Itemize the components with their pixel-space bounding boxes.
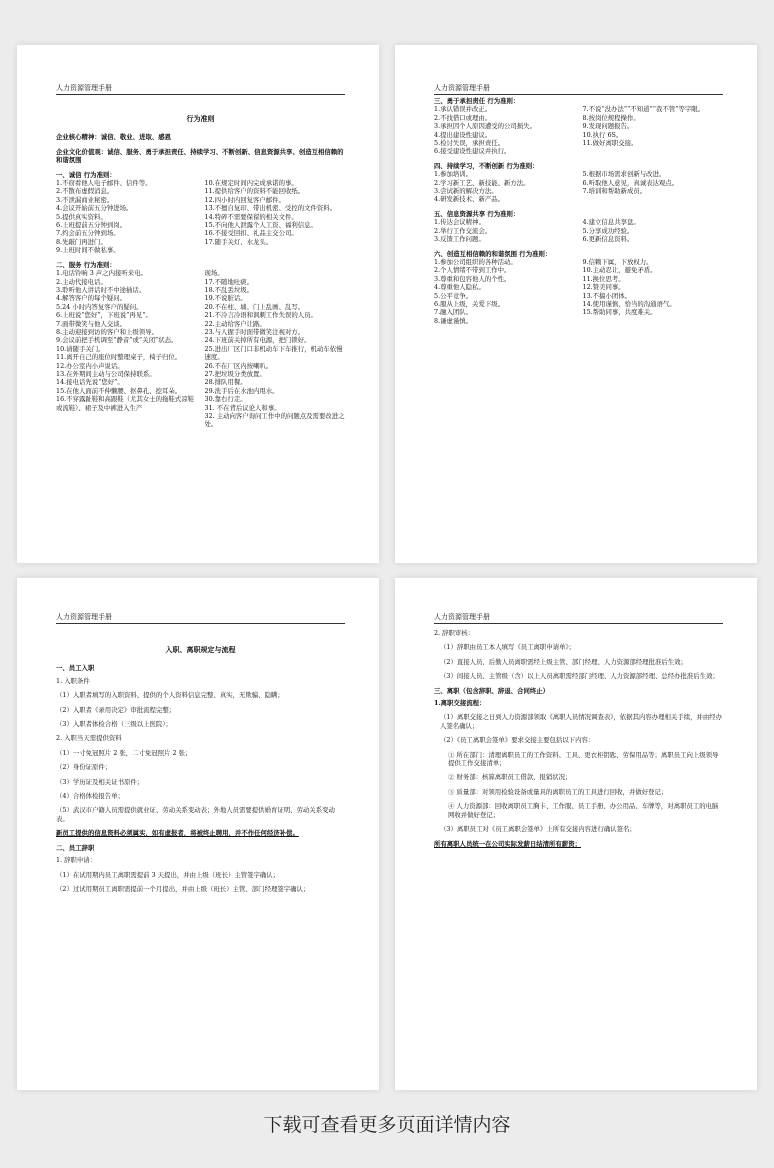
download-more-caption: 下载可查看更多页面详情内容 (263, 1114, 511, 1136)
column-left (56, 179, 197, 255)
column-left (434, 258, 575, 325)
text-line: （3）学历证及相关证书原件； (56, 777, 144, 786)
list-item: 6.听取他人意见，真诚表达观点。 (582, 178, 679, 187)
list-item: 7.面带微笑与他人交谈。 (56, 319, 127, 328)
section-heading: 六、创造互相信赖的和谐氛围 行为准则： (434, 249, 552, 258)
list-item: 17.随手关灯、水龙头。 (204, 237, 273, 246)
list-item: 1.承认错误并改正。 (434, 105, 492, 114)
column-right (583, 258, 724, 325)
column-left (56, 269, 197, 429)
list-item: 2.不找借口或理由。 (434, 113, 492, 122)
list-item: 13.在外期间主动与公司保持联系。 (56, 369, 156, 378)
text-line: 2. 辞职审核： (434, 629, 475, 637)
list-item: 12.赞美同事。 (582, 283, 625, 292)
list-item: 8.先敲门再进门。 (56, 237, 107, 246)
text-line: （1）入职者填写的入职资料、提供的个人资料信息完整、真实，无欺骗、隐瞒； (56, 691, 284, 700)
text-line: （5）武汉市户籍人员需提供就业证、劳动关系变动表；外地人员需要提供婚育证明、劳动关系变动表。 (56, 806, 335, 823)
list-item: 1.不窃看他人电子邮件、信件等。 (56, 179, 152, 188)
page-title: 入职、离职规定与流程 (165, 645, 236, 654)
list-item: 10.请随手关门。 (56, 344, 105, 353)
list-item: 3.尝试新的解决方法。 (434, 187, 498, 196)
list-item: 1.参加公司组织的各种活动。 (434, 257, 517, 266)
column-right (583, 105, 724, 155)
document-page-4 (395, 578, 757, 1090)
list-item: 6.接受建设性建议并执行。 (434, 147, 511, 156)
core-spirit: 企业核心精神：诚信、敬业、进取、感恩 (56, 133, 172, 142)
column-left (434, 218, 575, 243)
list-item: 12.办公室内小声说话。 (56, 361, 124, 370)
list-item: 14.使用谨慎、恰当的沟通语气。 (582, 299, 676, 308)
page-body (434, 97, 723, 325)
page-body (434, 625, 723, 854)
list-item: 32. 主动向客户询问工作中的问题点及需要改进之处。 (204, 412, 345, 429)
section-heading: 一、诚信 行为准则： (56, 170, 116, 179)
column-left (434, 170, 575, 204)
column-left (434, 105, 575, 155)
list-item: 2.主动代接电话。 (56, 277, 107, 286)
list-item: 29.洗手后在水池内甩水。 (204, 386, 279, 395)
list-item: 24.下班前关掉所有电源，把门锁好。 (204, 336, 311, 345)
list-item: 30.靠右行走。 (204, 395, 247, 404)
list-item: 8.谦虚谨慎。 (434, 316, 473, 325)
text-line: （2）过试用期员工离职需提前一个月提出，并由上级（班长）主管、部门经理签字确认； (56, 884, 310, 893)
list-item: 9.发现问题报告。 (582, 122, 634, 131)
document-page-3 (17, 578, 379, 1090)
list-item: 7.融入团队。 (434, 308, 473, 317)
list-item: 8.主动迎接到访的客户和上级领导。 (56, 327, 158, 336)
list-item: 2.个人情绪不带到工作中。 (434, 266, 511, 275)
list-item: 现场。 (204, 269, 224, 278)
page-title: 行为准则 (186, 114, 215, 123)
list-item: 13.不搞小团体。 (582, 291, 632, 300)
section-heading: 五、信息资源共享 行为准则： (434, 209, 520, 218)
section-columns (434, 218, 723, 243)
list-item: 18.不乱丢垃圾。 (204, 285, 254, 294)
document-page-2 (395, 45, 757, 563)
text-line: 1.离职交接流程： (434, 699, 486, 708)
list-item: 6.上班说“您好”，下班说“再见”。 (56, 311, 152, 320)
list-item: 15.不向他人泄露个人工资、福利信息。 (204, 221, 317, 230)
list-item: 4.建立信息共享盘。 (582, 218, 640, 227)
section-columns (434, 258, 723, 325)
list-item: 4.研发新技术、新产品。 (434, 195, 505, 204)
section-columns (56, 269, 345, 429)
list-item: 16.不穿露趾鞋和高跟鞋（尤其女士的拖鞋式凉鞋或流鞋）、裙子及中裤进入生产 (56, 395, 194, 412)
list-item: 16.不接受回扣、礼品主交公司。 (204, 229, 298, 238)
list-item: 2.学习新工艺、新技能、新方法。 (434, 178, 530, 187)
list-item: 2.不散布虚假消息。 (56, 187, 114, 196)
list-item: 17.不随地吐痰。 (204, 277, 254, 286)
list-item: 14.接电话先说“您好”。 (56, 378, 124, 387)
section-heading: 三、勇于承担责任 行为准则： (434, 97, 520, 105)
list-item: 26.不在厂区内按喇叭。 (204, 361, 273, 370)
text-line: （3）离职员工对《员工离职会签单》上所有交接内容进行确认签名； (440, 825, 636, 834)
list-item: 5.分享成功经验。 (582, 226, 634, 235)
list-item: 6.上班提前五分钟到岗。 (56, 221, 127, 230)
text-line: 二、员工辞职 (56, 843, 95, 852)
section-columns (56, 179, 345, 255)
list-item: 2.举行工作交流会。 (434, 226, 492, 235)
column-right (205, 269, 346, 429)
page-header: 人力资源管理手册 (56, 83, 345, 95)
list-item: 7.不说“没办法”“不知道”“我不管”等字眼。 (582, 105, 705, 114)
list-item: 9.信赖下属，下放权力。 (582, 257, 653, 266)
list-item: 12.四小时内回复客户邮件。 (204, 195, 285, 204)
list-item: 4.尊重他人隐私。 (434, 283, 485, 292)
text-line: （3）间接人员、主管级（含）以上人员离职需经部门经理、人力资源部经理、总经办批准后生效； (440, 672, 719, 681)
text-line: （1）辞职由员工本人填写《员工离职申请单》； (440, 643, 576, 652)
text-line: 一、员工入职 (56, 664, 95, 673)
list-item: 9.会议前把手机调至“静音”或“关闭”状态。 (56, 336, 178, 345)
column-right (583, 170, 724, 204)
text-line: 1. 入职条件 (56, 676, 90, 685)
list-item: 5.24 小时内答复客户的疑问。 (56, 302, 143, 311)
list-item: 1.参加培训。 (434, 170, 473, 179)
text-line: 1. 辞职申请： (56, 856, 97, 865)
text-line: （1）在试用期内员工离职需提前 3 天提出，并由上级（班长）主管签字确认； (56, 870, 280, 879)
text-line: （1）一寸免冠照片 2 张，二寸免冠照片 2 张； (56, 748, 192, 757)
list-item: 4.会议开始前五分钟进场。 (56, 204, 133, 213)
section-heading: 二、服务 行为准则： (56, 260, 116, 269)
list-item: 3.反馈工作问题。 (434, 235, 485, 244)
list-item: 11.换位思考。 (582, 274, 625, 283)
document-page-1 (17, 45, 379, 563)
list-item: 4.提出建设性建议。 (434, 130, 492, 139)
list-item: 15.在他人面前不伸懒腰、抠鼻孔、挖耳朵。 (56, 386, 182, 395)
list-item: 11.离开自己的座位时整理桌子，椅子归位。 (56, 353, 182, 362)
text-line: ③ 质量部：对领用检验设备或量具的离职员工的工具进行回收，并做好登记； (448, 787, 668, 796)
page-body (56, 115, 345, 429)
text-line: （2）《员工离职会签单》要求交接主要包括以下内容： (440, 736, 595, 745)
column-right (583, 218, 724, 243)
list-item: 5.根据市场需求创新与改进。 (582, 170, 666, 179)
page-header: 人力资源管理手册 (434, 83, 723, 95)
list-item: 5.检讨失误，承担责任。 (434, 139, 505, 148)
text-line: ② 财务部：核算离职员工借款、报销状况； (448, 773, 572, 782)
text-line: 新员工提供的信息资料必须属实，如有虚报者，将被终止聘用，并不作任何经济补偿。 (56, 829, 299, 838)
list-item: 23.与人握手时面带微笑注视对方。 (204, 327, 305, 336)
list-item: 3.聆听他人讲话时不中途插话。 (56, 285, 146, 294)
list-item: 13.不擅自复印、带出机密、受控的文件资料。 (204, 204, 337, 213)
list-item: 9.上班时间不做私事。 (56, 246, 120, 255)
page-body (56, 646, 345, 899)
core-values: 企业文化价值观：诚信、服务、勇于承担责任、持续学习、不断创新、信息资源共享、创造互相信赖的和谐氛围 (56, 147, 344, 165)
list-item: 6.更新信息资料。 (582, 235, 634, 244)
text-lines (434, 629, 723, 848)
list-item: 19.不说脏话。 (204, 294, 247, 303)
section-columns (434, 170, 723, 204)
list-item: 3.承担因个人原因遭受的公司损失。 (434, 122, 536, 131)
list-item: 10.主动忍让，避免矛盾。 (582, 266, 657, 275)
text-line: （1）离职交接之日到人力资源部领取《离职人员情况调查表》，依据其内容办理相关手续，并由经办人签名确认； (440, 713, 723, 730)
section-heading: 四、持续学习，不断创新 行为准则： (434, 161, 539, 170)
text-line: （4）合格体检报告单； (56, 792, 124, 801)
text-line: 三、离职（包含辞职、辞退、合同终止） (434, 686, 550, 695)
list-item: 25.进出厂区门口非机动车下车推行，机动车依慢速度。 (204, 344, 343, 362)
section-columns (434, 105, 723, 155)
column-right (205, 179, 346, 255)
list-item: 3.不泄漏商业秘密。 (56, 195, 114, 204)
list-item: 10.执行 6S。 (582, 130, 623, 139)
list-item: 3.尊重和包容他人的个性。 (434, 274, 511, 283)
list-item: 11.提供给客户的资料不能回收纸。 (204, 187, 305, 196)
page-header: 人力资源管理手册 (56, 612, 345, 624)
list-item: 27.把垃圾分类放置。 (204, 369, 266, 378)
list-item: 7.约会前五分钟到场。 (56, 229, 120, 238)
list-item: 6.服从上级，关爱下级。 (434, 299, 505, 308)
list-item: 10.在规定时间内完成承诺的事。 (204, 179, 298, 188)
text-line: ① 所在部门：清理离职员工的工作资料、工具、更衣柜钥匙、劳保用品等；离职员工向上级领导提供工作交接清单； (448, 750, 719, 768)
text-line: （2）入职者《录用决定》审批流程完整； (56, 705, 176, 714)
list-item: 5.公平竞争。 (434, 291, 473, 300)
text-line: 2. 入职当天需提供资料 (56, 734, 122, 743)
list-item: 28.排队用餐。 (204, 378, 247, 387)
list-item: 7.培训和帮助新成员。 (582, 187, 647, 196)
list-item: 14.特碎不需要保留的相关文件。 (204, 212, 298, 221)
list-item: 22.主动给客户让路。 (204, 319, 266, 328)
list-item: 5.提供真实资料。 (56, 212, 107, 221)
list-item: 1.传达会议精神。 (434, 218, 485, 227)
text-line: ④ 人力资源部：回收离职员工胸卡、工作服、员工手册、办公用品、车牌等，对离职员工的电脑网收并做好登记； (448, 802, 719, 819)
list-item: 1.电话铃响 3 声之内接听来电。 (56, 269, 147, 278)
list-item: 11.做好离职交接。 (582, 139, 638, 148)
list-item: 15.帮助同事，共度难关。 (582, 308, 657, 317)
text-line: 所有离职人员统一在公司实际发薪日结清所有薪资； (434, 839, 581, 848)
list-item: 31. 不在背后议论人和事。 (204, 403, 281, 412)
text-line: （3）入职者体检合格（三级以上医院）； (56, 720, 172, 729)
list-item: 20.不在柱、墙、门上乱画、乱写。 (204, 302, 305, 311)
list-item: 21.不冷言冷语和讽刺工作失误的人员。 (204, 311, 317, 320)
text-line: （2）身份证原件； (56, 763, 112, 772)
list-item: 4.解答客户的每个疑问。 (56, 294, 127, 303)
list-item: 8.按岗位规程操作。 (582, 113, 640, 122)
text-line: （2）直接人员、后勤人员离职需经上级主管、部门经理、人力资源部经理批准后生效； (440, 657, 687, 666)
page-header: 人力资源管理手册 (434, 612, 723, 624)
text-lines (56, 664, 345, 893)
